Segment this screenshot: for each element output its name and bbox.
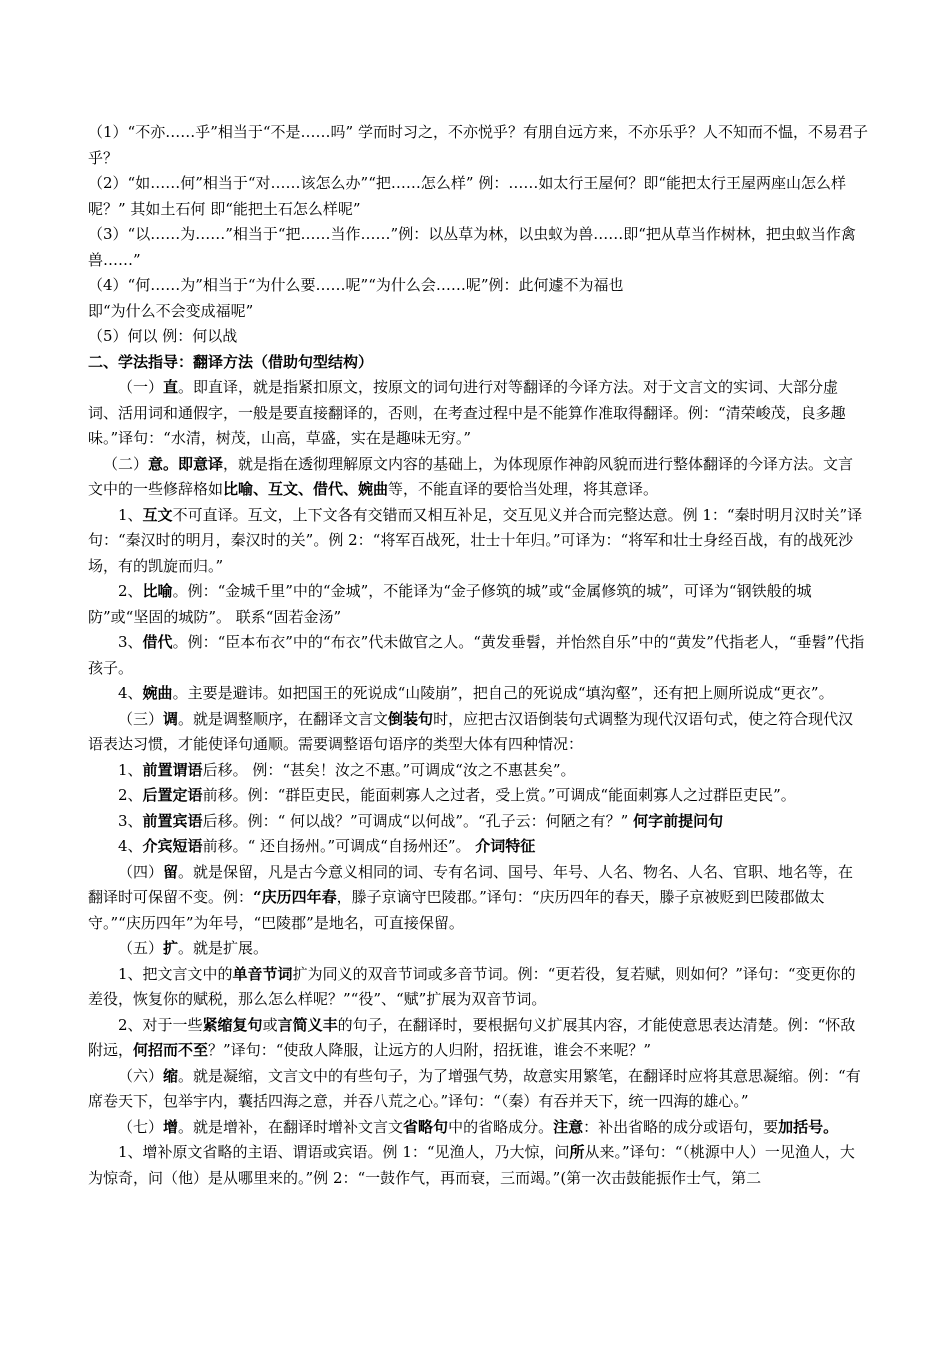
paragraph <box>88 860 868 937</box>
text-run: 前移。例：“群臣吏民，能面刺寡人之过者，受上赏。”可调成“能面刺寡人之过群臣吏民”。 <box>202 786 796 804</box>
text-run: 。就是保留，凡是古今意义相同的词、专有名词、国号、年号、人名、物名、人名、官职、地名等，在翻译时可保留不变。例： <box>88 862 854 906</box>
bold-text: 省略句 <box>403 1117 449 1136</box>
paragraph <box>88 707 868 758</box>
bold-text: 言简义丰 <box>277 1015 338 1034</box>
bold-text: 扩 <box>163 939 179 957</box>
paragraph <box>88 962 868 1013</box>
text-run: 2、 <box>118 786 143 804</box>
text-run: 3、 <box>118 811 143 830</box>
paragraph <box>88 120 868 171</box>
bold-text: 借代 <box>142 633 173 651</box>
text-run: 不可直译。互文，上下文各有交错而又相互补足，交互见义并合而完整达意。例 1：“秦时明月汉时关”译句：“秦汉时的明月，秦汉时的关”。例 2：“将军百战死，壮士十年归。”可译为：“将军和壮士身经百战，有的战死沙场，有的凯旋而归。” <box>88 505 863 575</box>
text-run: 4、 <box>118 684 143 702</box>
text-run: （二） <box>103 454 149 473</box>
text-run: 。就是调整顺序，在翻译文言文 <box>178 709 389 728</box>
paragraph <box>88 503 868 580</box>
text-run: 后移。例：“ 何以战？”可调成“以何战”。“孔子云：何陋之有？” <box>202 811 634 830</box>
text-run: ，就是指在透彻理解原文内容的基础上，为体现原作神韵风貌而进行整体翻译的今译方法。文言文中的一些修辞格如 <box>88 454 854 498</box>
text-run: 中的省略成分。 <box>448 1117 554 1136</box>
text-run: 从来。”译句：“（桃源中人）一见渔人，大为惊奇，问（他）是从哪里来的。”例 2：“一鼓作气，再而衰，三而竭。”(第一次击鼓能振作士气，第二 <box>88 1143 855 1187</box>
paragraph <box>88 758 868 784</box>
text-run: ：补出省略的成分或语句，要 <box>583 1117 779 1136</box>
bold-text: “庆历四年春 <box>253 888 337 906</box>
bold-text: 留 <box>163 862 179 881</box>
paragraph <box>88 299 868 325</box>
paragraph <box>88 273 868 299</box>
text-run: （四） <box>118 862 164 881</box>
text-run: （一） <box>118 378 164 396</box>
text-run: （五） <box>118 939 164 957</box>
text-run: （2）“如……何”相当于“对……该怎么办”“把……怎么样” 例：……如太行王屋何？即“能把太行王屋两座山怎么样呢？” 其如土石何 即“能把土石怎么样呢” <box>88 174 846 218</box>
paragraph <box>88 834 868 860</box>
bold-text: 前置宾语 <box>142 811 203 830</box>
paragraph <box>88 324 868 350</box>
text-run: 。就是凝缩，文言文中的有些句子，为了增强气势，故意实用繁笔，在翻译时应将其意思凝缩。例：“有席卷天下，包举宇内，囊括四海之意，并吞八荒之心。”译句：“（秦）有吞并天下，统一四海的雄心。” <box>88 1066 861 1110</box>
bold-text: 介宾短语 <box>142 837 203 855</box>
bold-text: 增 <box>163 1117 179 1136</box>
text-run: （5）何以 例：何以战 <box>88 327 238 345</box>
paragraph <box>88 681 868 707</box>
text-run: ，滕子京谪守巴陵郡。”译句：“庆历四年的春天，滕子京被贬到巴陵郡做太守。”“庆历四年”为年号，“巴陵郡”是地名，可直接保留。 <box>88 888 825 932</box>
text-run: 2、对于一些 <box>118 1015 203 1034</box>
text-run: （1）“不亦……乎”相当于“不是……吗” 学而时习之，不亦悦乎？有朋自远方来，不亦乐乎？人不知而不愠，不易君子乎？ <box>88 123 868 167</box>
paragraph <box>88 809 868 835</box>
bold-text: 意。即意译 <box>148 454 224 473</box>
text-run: 3、 <box>118 633 143 651</box>
text-run: （七） <box>118 1117 164 1136</box>
text-run: 。例：“臣本布衣”中的“布衣”代未做官之人。“黄发垂髫，并怡然自乐”中的“黄发”代指老人，“垂髫”代指孩子。 <box>88 633 865 677</box>
paragraph <box>88 222 868 273</box>
bold-text: 调 <box>163 709 179 728</box>
bold-text: 注意 <box>553 1117 584 1136</box>
text-run: 扩为同义的双音节词或多音节词。例：“更若役，复若赋，则如何？”译句：“变更你的差役，恢复你的赋税，那么怎么样呢？”“役”、“赋”扩展为双音节词。 <box>88 964 856 1008</box>
bold-text: 直 <box>163 378 179 396</box>
text-run: 。即直译，就是指紧扣原文，按原文的词句进行对等翻译的今译方法。对于文言文的实词、大部分虚词、活用词和通假字，一般是要直接翻译的，否则，在考查过程中是不能算作准取得翻译。例：“清荣峻茂，良多趣味。”译句：“水清，树茂，山高，草盛，实在是趣味无穷。” <box>88 378 846 447</box>
bold-text: 何招而不至 <box>133 1041 209 1059</box>
paragraph <box>88 350 868 376</box>
bold-text: 婉曲 <box>142 684 173 702</box>
bold-text: 何字前提问句 <box>633 811 724 830</box>
bold-text: 单音节词 <box>232 964 293 983</box>
text-run: 后移。 例：“甚矣！汝之不惠。”可调成“汝之不惠甚矣”。 <box>202 760 576 779</box>
text-run: 前移。“ 还自扬州。”可调成“自扬州还”。 <box>202 837 476 855</box>
bold-text: 所 <box>569 1143 585 1161</box>
text-run: 即“为什么不会变成福呢” <box>88 301 254 320</box>
paragraph <box>88 452 868 503</box>
text-run: 1、把文言文中的 <box>118 964 233 983</box>
text-run: 。就是扩展。 <box>178 939 269 957</box>
text-run: 时，应把古汉语倒装句式调整为现代汉语句式，使之符合现代汉语表达习惯，才能使译句通顺。需要调整语句语序的类型大体有四种情况： <box>88 709 854 753</box>
paragraph <box>88 375 868 452</box>
bold-text: 比喻、互文、借代、婉曲 <box>223 480 389 498</box>
bold-text: 缩 <box>163 1066 179 1085</box>
paragraph <box>88 1140 868 1191</box>
text-run: 二、学法指导：翻译方法（借助句型结构） <box>88 352 374 371</box>
paragraph <box>88 1013 868 1064</box>
paragraph <box>88 171 868 222</box>
paragraph <box>88 579 868 630</box>
text-run: ？”译句：“使敌人降服，让远方的人归附，招抚谁，谁会不来呢？” <box>208 1041 652 1059</box>
text-run: 1、 <box>118 760 143 779</box>
paragraph <box>88 1064 868 1115</box>
text-run: 2、 <box>118 582 143 600</box>
text-run: 等，不能直译的要恰当处理，将其意译。 <box>388 480 659 498</box>
bold-text: 前置谓语 <box>142 760 203 779</box>
paragraph <box>88 630 868 681</box>
text-run: 4、 <box>118 837 143 855</box>
bold-text: 比喻 <box>142 582 173 600</box>
text-run: 1、增补原文省略的主语、谓语或宾语。例 1：“见渔人，乃大惊，问 <box>118 1143 570 1161</box>
text-run: 或 <box>262 1015 278 1034</box>
text-run: 。就是增补，在翻译时增补文言文 <box>178 1117 404 1136</box>
paragraph <box>88 1115 868 1141</box>
bold-text: 后置定语 <box>142 786 203 804</box>
bold-text: 加括号。 <box>778 1117 839 1136</box>
text-run: 1、 <box>118 505 143 524</box>
text-run: 。主要是避讳。如把国王的死说成“山陵崩”，把自己的死说成“填沟壑”，还有把上厕所说成“更衣”。 <box>172 684 834 702</box>
paragraph <box>88 783 868 809</box>
text-run: 。例：“金城千里”中的“金城”，不能译为“金子修筑的城”或“金属修筑的城”，可译为“钢铁般的城防”或“坚固的城防”。 联系“固若金汤” <box>88 582 812 626</box>
document-page <box>88 120 868 1191</box>
text-run: （3）“以……为……”相当于“把……当作……”例：以丛草为林，以虫蚁为兽……即“把从草当作树林，把虫蚁当作禽兽……” <box>88 225 856 269</box>
text-run: （三） <box>118 709 164 728</box>
bold-text: 介词特征 <box>475 837 536 855</box>
bold-text: 倒装句 <box>388 709 434 728</box>
paragraph <box>88 936 868 962</box>
bold-text: 互文 <box>142 505 173 524</box>
text-run: （4）“何……为”相当于“为什么要……呢”“为什么会……呢”例：此何遽不为福也 <box>88 276 624 294</box>
text-run: 的句子，在翻译时，要根据句义扩展其内容，才能使意思表达清楚。例：“怀敌附远， <box>88 1015 856 1059</box>
bold-text: 紧缩复句 <box>202 1015 263 1034</box>
text-run: （六） <box>118 1066 164 1085</box>
